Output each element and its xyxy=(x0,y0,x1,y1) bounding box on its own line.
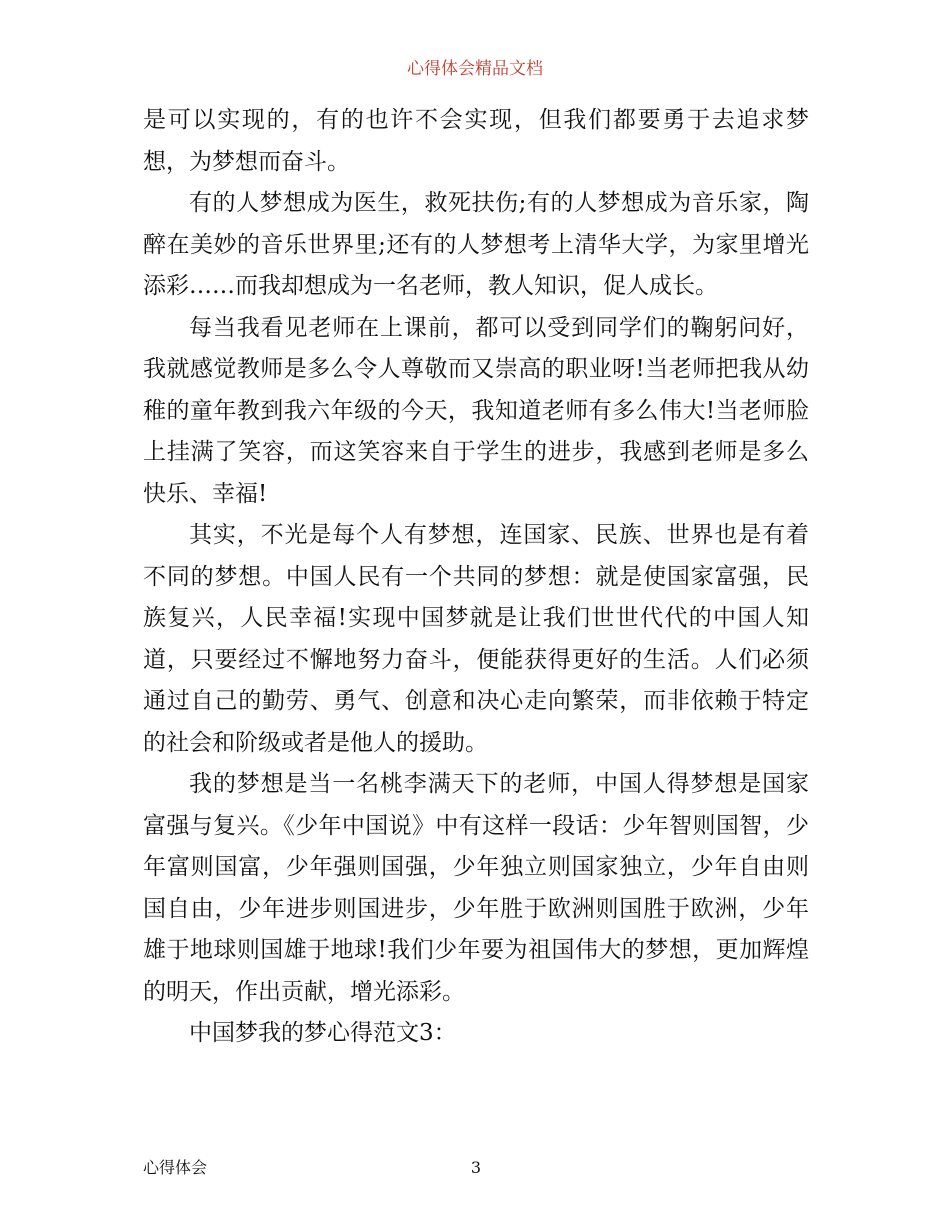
footer-label: 心得体会 xyxy=(143,1158,208,1177)
paragraph-national-dream: 其实，不光是每个人有梦想，连国家、民族、世界也是有着不同的梦想。中国人民有一个共同的梦想：就是使国家富强，民族复兴，人民幸福!实现中国梦就是让我们世世代代的中国人知道，只要经过不懈地努力奋斗，便能获得更好的生活。人们必须通过自己的勤劳、勇气、创意和决心走向繁荣，而非依赖于特定的社会和阶级或者是他人的援助。 xyxy=(143,522,809,756)
page-header-title: 心得体会精品文档 xyxy=(407,59,543,79)
paragraph-teacher-admiration: 每当我看见老师在上课前，都可以受到同学们的鞠躬问好，我就感觉教师是多么令人尊敬而又崇高的职业呀!当老师把我从幼稚的童年教到我六年级的今天，我知道老师有多么伟大!当老师脸上挂满了笑容，而这笑容来自于学生的进步，我感到老师是多么快乐、幸福! xyxy=(143,314,809,507)
page-number: 3 xyxy=(470,1158,482,1177)
paragraph-continued: 是可以实现的，有的也许不会实现，但我们都要勇于去追求梦想，为梦想而奋斗。 xyxy=(143,107,809,175)
document-body xyxy=(143,100,809,1055)
section-heading-sample-3: 中国梦我的梦心得范文3： xyxy=(189,1020,457,1046)
paragraph-my-dream: 我的梦想是当一名桃李满天下的老师，中国人得梦想是国家富强与复兴。《少年中国说》中有这样一段话：少年智则国智，少年富则国富，少年强则国强，少年独立则国家独立，少年自由则国自由，少年进步则国进步，少年胜于欧洲则国胜于欧洲，少年雄于地球则国雄于地球!我们少年要为祖国伟大的梦想，更加辉煌的明天，作出贡献，增光添彩。 xyxy=(143,771,809,1005)
paragraph-dreams-of-others: 有的人梦想成为医生，救死扶伤;有的人梦想成为音乐家，陶醉在美妙的音乐世界里;还有的人梦想考上清华大学，为家里增光添彩……而我却想成为一名老师，教人知识，促人成长。 xyxy=(143,190,809,299)
